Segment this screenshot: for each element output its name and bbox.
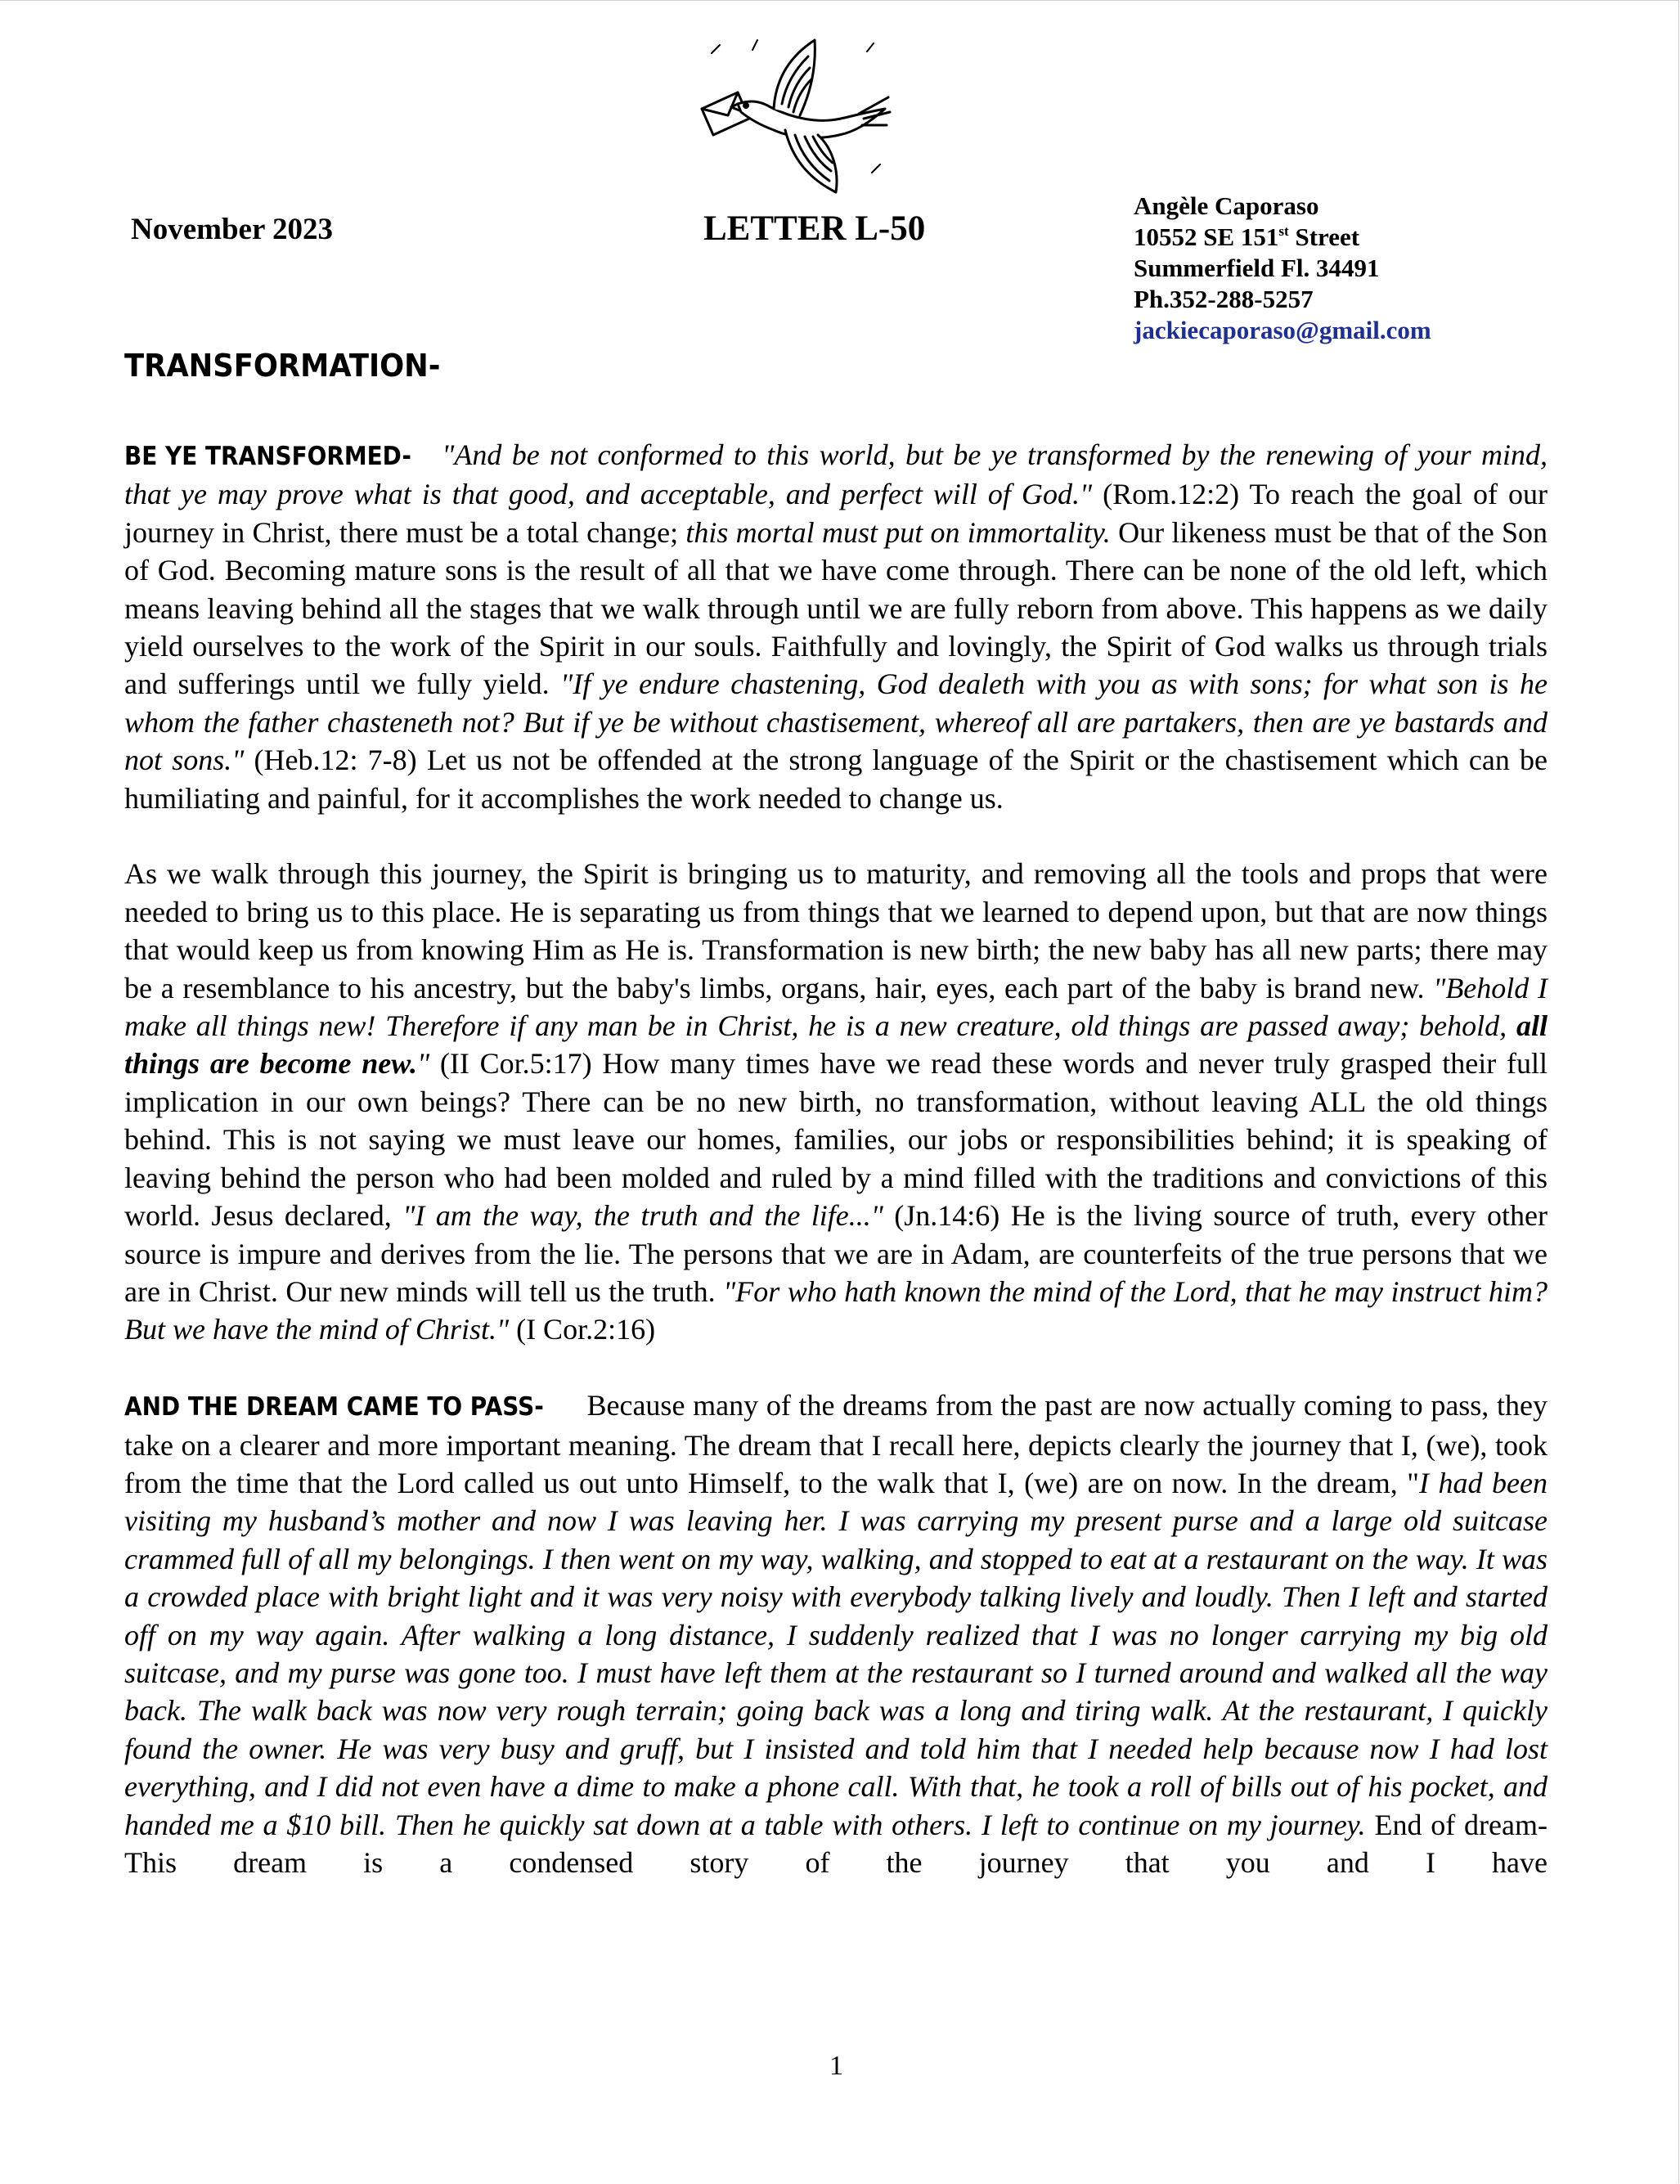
dove-with-letter-icon — [695, 34, 892, 197]
sender-email-link[interactable]: jackiecaporaso@gmail.com — [1134, 316, 1431, 344]
scripture-quote: "If ye endure chastening, God dealeth with you as with sons; for what son is he whom the father chasteneth not? But if ye be without chastisement, whereof all are partakers, then are ye bastards and not sons." — [124, 667, 1547, 777]
page-number: 1 — [829, 2051, 843, 2081]
body-text: Because many of the dreams from the past are now actually coming to pass, they take on a clearer and more important meaning. The dream that I recall here, depicts clearly the journey that I, (we), took from the time that the Lord called us out unto Himself, to the walk that I, (we) are on now. In the dream, " — [124, 1389, 1547, 1499]
letter-title: TRANSFORMATION- — [124, 348, 441, 384]
street-ordinal: st — [1278, 223, 1289, 239]
body-text: End of dream-This dream is a condensed story of the journey that you and I have — [124, 1808, 1547, 1879]
paragraph-new-birth — [124, 855, 1547, 1348]
scripture-quote: this mortal must put on immortality. — [685, 515, 1111, 549]
scripture-quote: "For who hath known the mind of the Lord, that he may instruct him? But we have the mind of Christ." — [124, 1274, 1547, 1346]
section-heading: BE YE TRANSFORMED- — [124, 442, 411, 471]
sender-name: Angèle Caporaso — [1134, 191, 1319, 220]
dream-quote: I had been visiting my husband’s mother and now I was leaving her. I was carrying my present purse and a large old suitcase crammed full of all my belongings. I then went on my way, walking, and stopped to eat at a restaurant on the way. It was a crowded place with bright light and it was very noisy with everybody talking lively and loudly. Then I left and started off on my way again. After walking a long distance, I suddenly realized that I was no longer carrying my big old suitcase, and my purse was gone too. I must have left them at the restaurant so I turned around and walked all the way back. The walk back was now very rough terrain; going back was a long and tiring walk. At the restaurant, I quickly found the owner. He was very busy and gruff, but I insisted and told him that I needed help because now I had lost everything, and I did not even have a dime to make a phone call. With that, he took a roll of bills out of his pocket, and handed me a $10 bill. Then he quickly sat down at a table with others. I left to continue on my journey. — [124, 1466, 1547, 1841]
scripture-quote: "And be not conformed to this world, but be ye transformed by the renewing of your mind, that ye may prove what is that good, and acceptable, and perfect will of God." — [124, 438, 1547, 511]
letter-date: November 2023 — [131, 213, 333, 246]
body-text: Our likeness must be that of the Son of God. Becoming mature sons is the result of all that we have come through. There can be none of the old left, which means leaving behind all the stages that we walk through until we are fully reborn from above. This happens as we daily yield ourselves to the work of the Spirit in our souls. Faithfully and lovingly, the Spirit of God walks us through trials and sufferings until we fully yield. — [124, 515, 1547, 701]
body-text: (Rom.12:2) To reach the goal of our journey in Christ, there must be a total change; — [124, 478, 1547, 549]
body-text: As we walk through this journey, the Spirit is bringing us to maturity, and removing all the tools and props that were needed to bring us to this place. He is separating us from things that we learned to depend upon, but that are now things that would keep us from knowing Him as He is. Transformation is new birth; the new baby has all new parts; there may be a resemblance to his ancestry, but the baby's limbs, organs, hair, eyes, each part of the baby is brand new. — [124, 857, 1547, 1004]
sender-address — [1134, 191, 1431, 346]
scripture-quote: "I am the way, the truth and the life..." — [402, 1199, 883, 1233]
sender-city: Summerfield Fl. 34491 — [1134, 254, 1380, 282]
sender-street — [1134, 222, 1431, 253]
paragraph-dream — [124, 1386, 1547, 1881]
body-text: (Heb.12: 7-8) Let us not be offended at the strong language of the Spirit or the chastisement which can be humiliating and painful, for it accomplishes the work needed to change us. — [124, 744, 1547, 815]
quote-text: "Behold I make all things new! Therefore if any man be in Christ, he is a new creature, old things are passed away; behold, — [124, 971, 1547, 1043]
body-text: (Jn.14:6) He is the living source of truth, every other source is impure and derives from the lie. The persons that we are in Adam, are counterfeits of the true persons that we are in Christ. Our new minds will tell us the truth. — [124, 1199, 1547, 1308]
body-text: (I Cor.2:16) — [509, 1313, 656, 1346]
sender-phone: Ph.352-288-5257 — [1134, 285, 1314, 313]
body-text: (II Cor.5:17) How many times have we read these words and never truly grasped their full implication in our own beings? There can be no new birth, no transformation, without leaving ALL the old things behind. This is not saying we must leave our homes, families, our jobs or responsibilities behind; it is speaking of leaving behind the person who had been molded and ruled by a mind filled with the traditions and convictions of this world. Jesus declared, — [124, 1047, 1547, 1233]
letter-number: LETTER L-50 — [703, 209, 926, 248]
quote-close: " — [416, 1047, 430, 1081]
paragraph-be-ye-transformed — [124, 436, 1547, 817]
street-name: Street — [1288, 222, 1360, 251]
section-heading: AND THE DREAM CAME TO PASS- — [124, 1392, 544, 1422]
street-number: 10552 SE 151 — [1134, 222, 1279, 251]
letter-body — [124, 436, 1547, 1920]
quote-emphasis: all things are become new. — [124, 1009, 1547, 1081]
